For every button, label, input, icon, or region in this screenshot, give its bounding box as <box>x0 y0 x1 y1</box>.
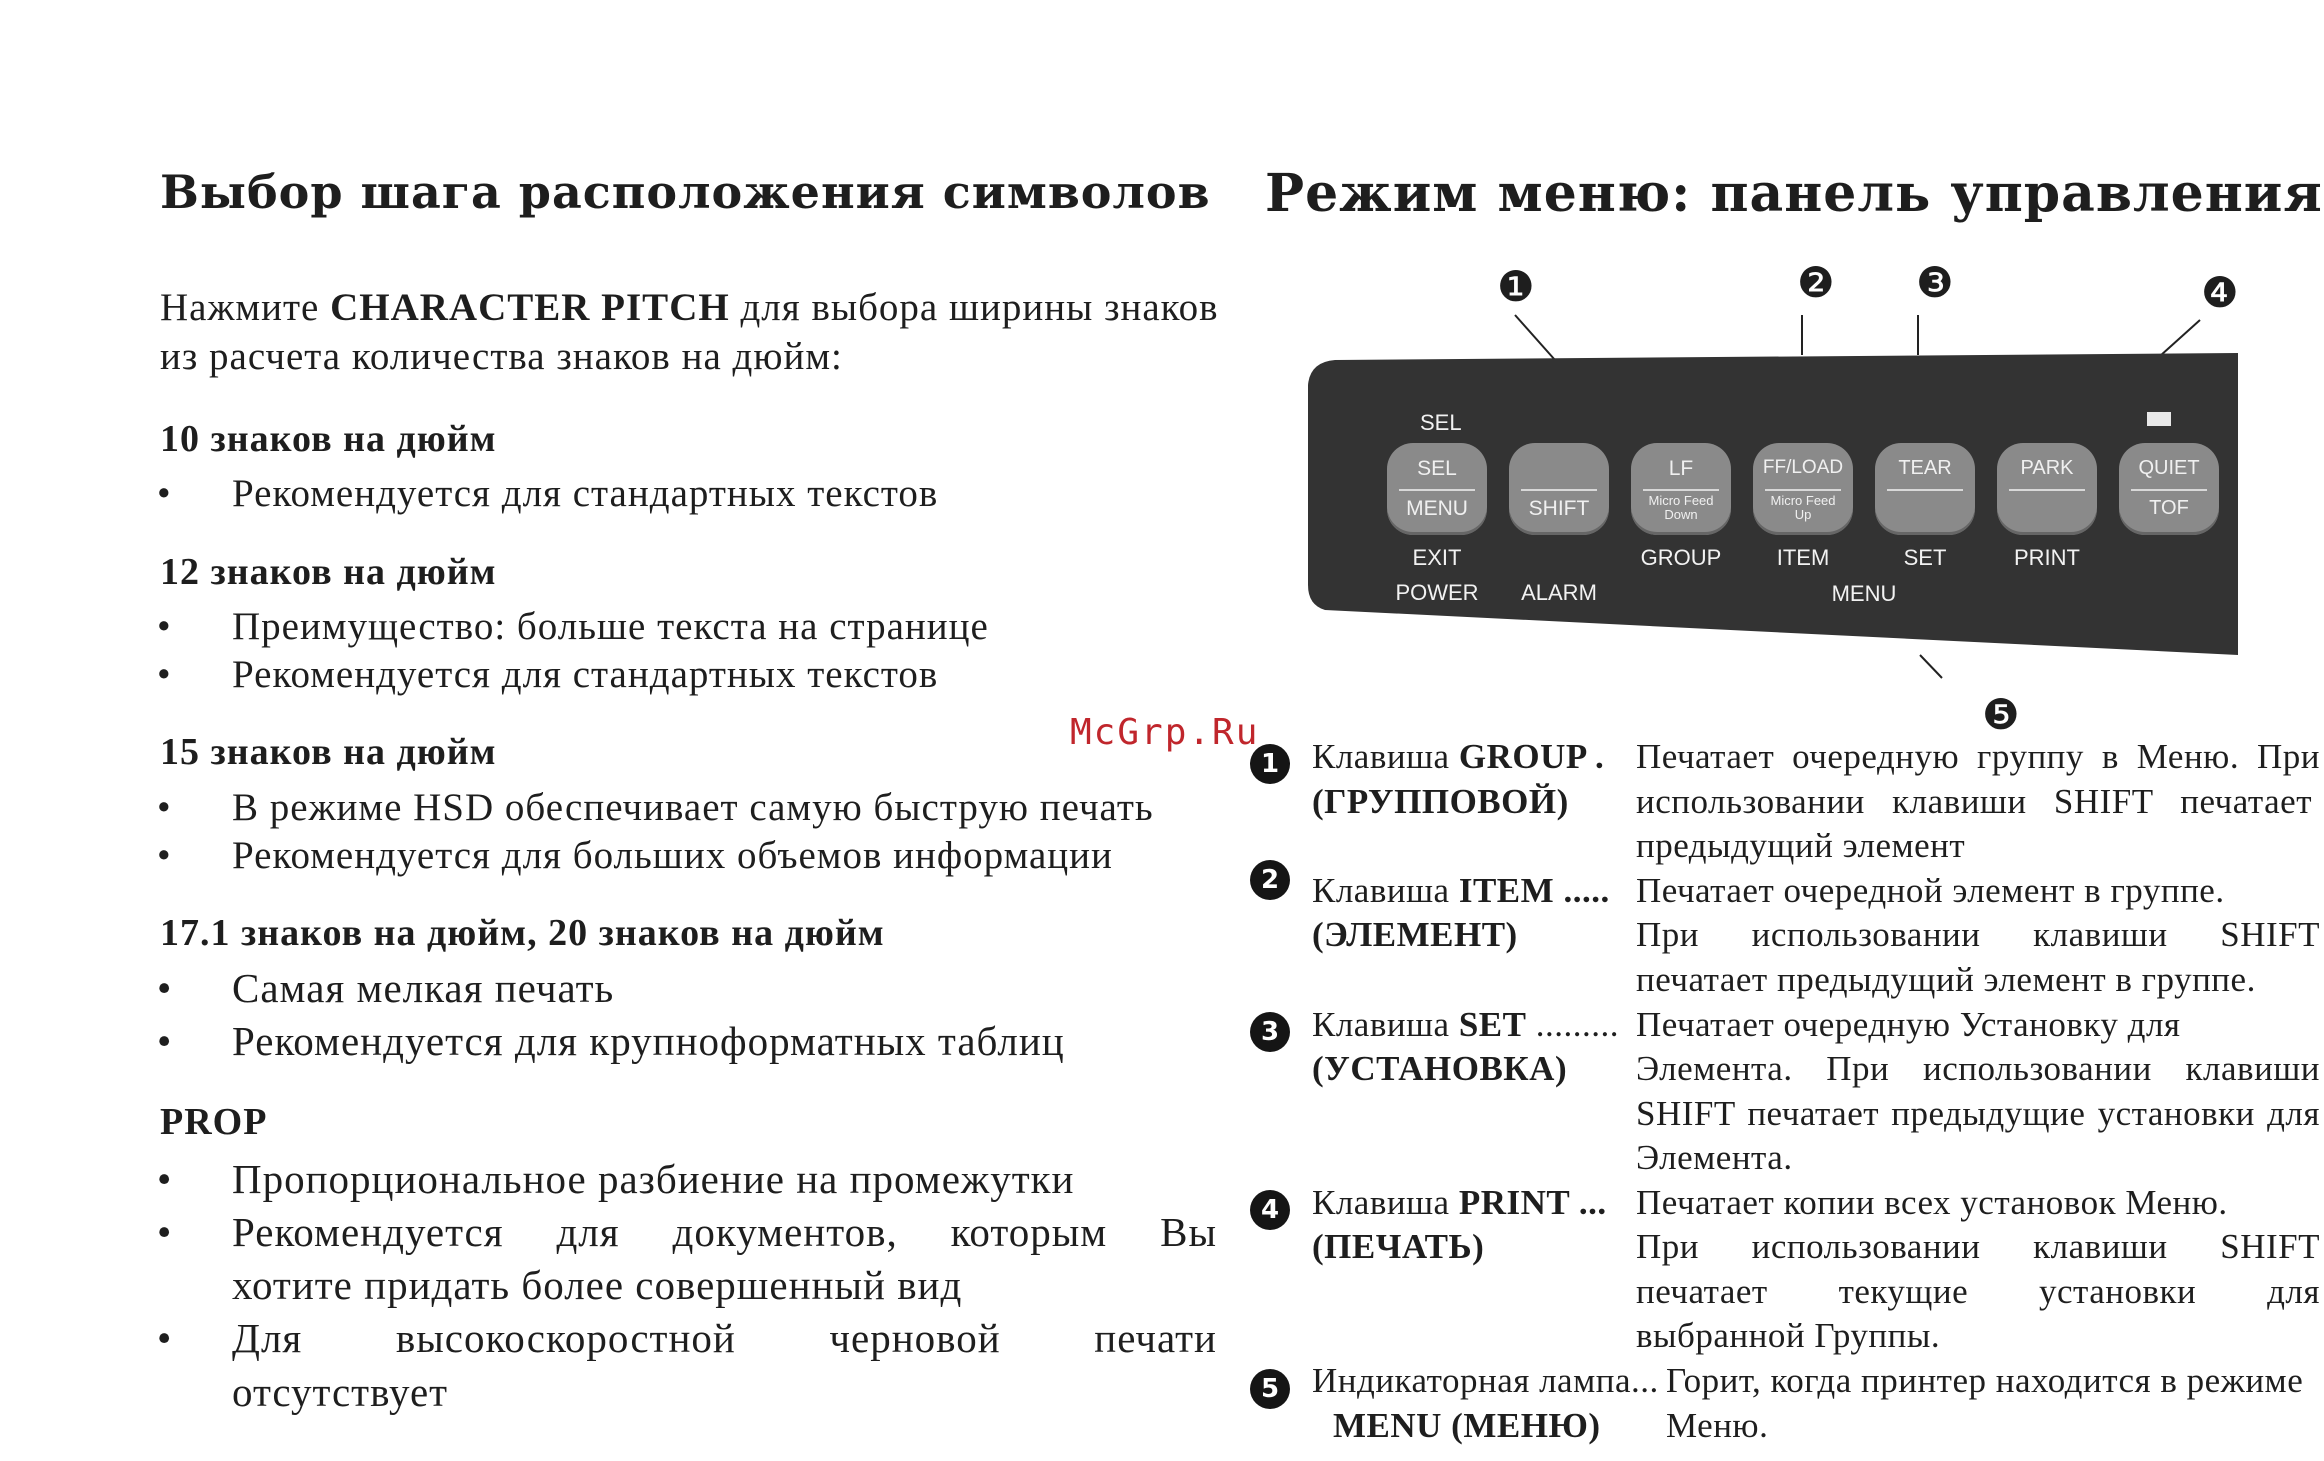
item-desc-line: Элемента. При использовании клавиши <box>1636 1049 2320 1088</box>
sel-menu-button[interactable]: SEL MENU <box>1387 443 1487 535</box>
bullet-item: • В режиме HSD обеспечивает самую быструю печать <box>157 786 1154 829</box>
power-label: POWER <box>1395 580 1479 605</box>
bullet-item: • Пропорциональное разбиение на промежутки <box>157 1156 1075 1202</box>
menu-indicator-label: MENU <box>1831 581 1897 606</box>
bullet-continuation: хотите придать более совершенный вид <box>232 1262 963 1308</box>
section-heading-15cpi: 15 знаков на дюйм <box>160 731 497 773</box>
item-number-3-icon: 3 <box>1250 1012 1290 1052</box>
key-item-ru: (ЭЛЕМЕНТ) <box>1312 915 1518 954</box>
callout-4-icon: ❹ <box>2201 271 2239 317</box>
menu-lamp-ru: MENU (МЕНЮ) <box>1333 1406 1601 1445</box>
item-desc-line: использовании клавиши SHIFT печатает <box>1636 782 2312 821</box>
item-number-2-icon: 2 <box>1250 860 1290 900</box>
item-number-4-icon: 4 <box>1250 1190 1290 1230</box>
item-desc-line: При использовании клавиши SHIFT <box>1636 915 2320 954</box>
item-desc-line: печатает текущие установки для <box>1636 1272 2320 1311</box>
callout-3-icon: ❸ <box>1916 261 1954 307</box>
callout-2-icon: ❷ <box>1797 261 1835 307</box>
item-desc-line: При использовании клавиши SHIFT <box>1636 1227 2320 1266</box>
bullet-item: • Рекомендуется для стандартных текстов <box>157 472 939 515</box>
ff-load-button[interactable]: FF/LOAD Micro Feed Up <box>1753 443 1853 535</box>
bullet-continuation: отсутствует <box>232 1369 449 1415</box>
intro-line-2: из расчета количества знаков на дюйм: <box>160 335 843 378</box>
bullet-item: • Рекомендуется для больших объемов информации <box>157 834 1113 877</box>
watermark: McGrp.Ru <box>1070 712 1260 753</box>
bullet-item: • Рекомендуется для крупноформатных таблиц <box>157 1018 1065 1064</box>
bullet-item: • Для высокоскоростной черновой печати <box>157 1315 1217 1361</box>
key-print-label: Клавиша PRINT ... <box>1312 1183 1607 1222</box>
item-desc-line: Элемента. <box>1636 1138 1793 1177</box>
bullet-item: • Самая мелкая печать <box>157 965 615 1011</box>
callout-1-icon: ❶ <box>1497 265 1535 311</box>
bullet-item: • Рекомендуется для документов, которым Вы <box>157 1209 1217 1255</box>
tear-button[interactable]: TEAR <box>1875 443 1975 535</box>
item-desc-line: Печатает очередную Установку для <box>1636 1005 2181 1044</box>
key-group-ru: (ГРУППОВОЙ) <box>1312 782 1569 821</box>
alarm-label: ALARM <box>1521 580 1597 605</box>
callout-5-icon: ❺ <box>1982 693 2020 739</box>
item-desc-line: Печатает очередную группу в Меню. При <box>1636 737 2320 776</box>
item-desc-line: выбранной Группы. <box>1636 1316 1941 1355</box>
section-heading-10cpi: 10 знаков на дюйм <box>160 418 497 460</box>
sel-top-label: SEL <box>1420 410 1462 435</box>
exit-label: EXIT <box>1412 545 1462 570</box>
item-desc-line: предыдущий элемент <box>1636 826 1966 865</box>
menu-lamp-label: Индикаторная лампа... <box>1312 1361 1659 1400</box>
item-desc-line: печатает предыдущий элемент в группе. <box>1636 960 2256 999</box>
set-label: SET <box>1903 545 1947 570</box>
key-set-label: Клавиша SET ......... <box>1312 1005 1619 1044</box>
bullet-item: • Преимущество: больше текста на странице <box>157 605 989 648</box>
item-desc-line: Меню. <box>1666 1406 1769 1445</box>
item-number-5-icon: 5 <box>1250 1369 1290 1409</box>
bullet-item: • Рекомендуется для стандартных текстов <box>157 653 939 696</box>
item-desc-line: Горит, когда принтер находится в режиме <box>1666 1361 2304 1400</box>
section-heading-12cpi: 12 знаков на дюйм <box>160 551 497 593</box>
park-button[interactable]: PARK <box>1997 443 2097 535</box>
left-title: Выбор шага расположения символов <box>160 165 1211 219</box>
right-title: Режим меню: панель управления <box>1265 163 2323 224</box>
item-desc-line: SHIFT печатает предыдущие установки для <box>1636 1094 2320 1133</box>
section-heading-prop: PROP <box>160 1101 268 1143</box>
key-set-ru: (УСТАНОВКА) <box>1312 1049 1568 1088</box>
section-heading-17cpi: 17.1 знаков на дюйм, 20 знаков на дюйм <box>160 912 885 954</box>
print-label: PRINT <box>2014 545 2080 570</box>
shift-button[interactable]: SHIFT <box>1509 443 1609 535</box>
item-label: ITEM <box>1776 545 1830 570</box>
key-print-ru: (ПЕЧАТЬ) <box>1312 1227 1485 1266</box>
key-group-label: Клавиша GROUP . <box>1312 737 1605 776</box>
item-desc-line: Печатает очередной элемент в группе. <box>1636 871 2225 910</box>
item-number-1-icon: 1 <box>1250 744 1290 784</box>
key-item-label: Клавиша ITEM ..... <box>1312 871 1610 910</box>
quiet-tof-button[interactable]: QUIET TOF <box>2119 443 2219 535</box>
item-desc-line: Печатает копии всех установок Меню. <box>1636 1183 2228 1222</box>
lf-button[interactable]: LF Micro Feed Down <box>1631 443 1731 535</box>
intro-line-1: Нажмите CHARACTER PITCH для выбора ширины знаков <box>160 286 1219 329</box>
group-label: GROUP <box>1640 545 1722 570</box>
